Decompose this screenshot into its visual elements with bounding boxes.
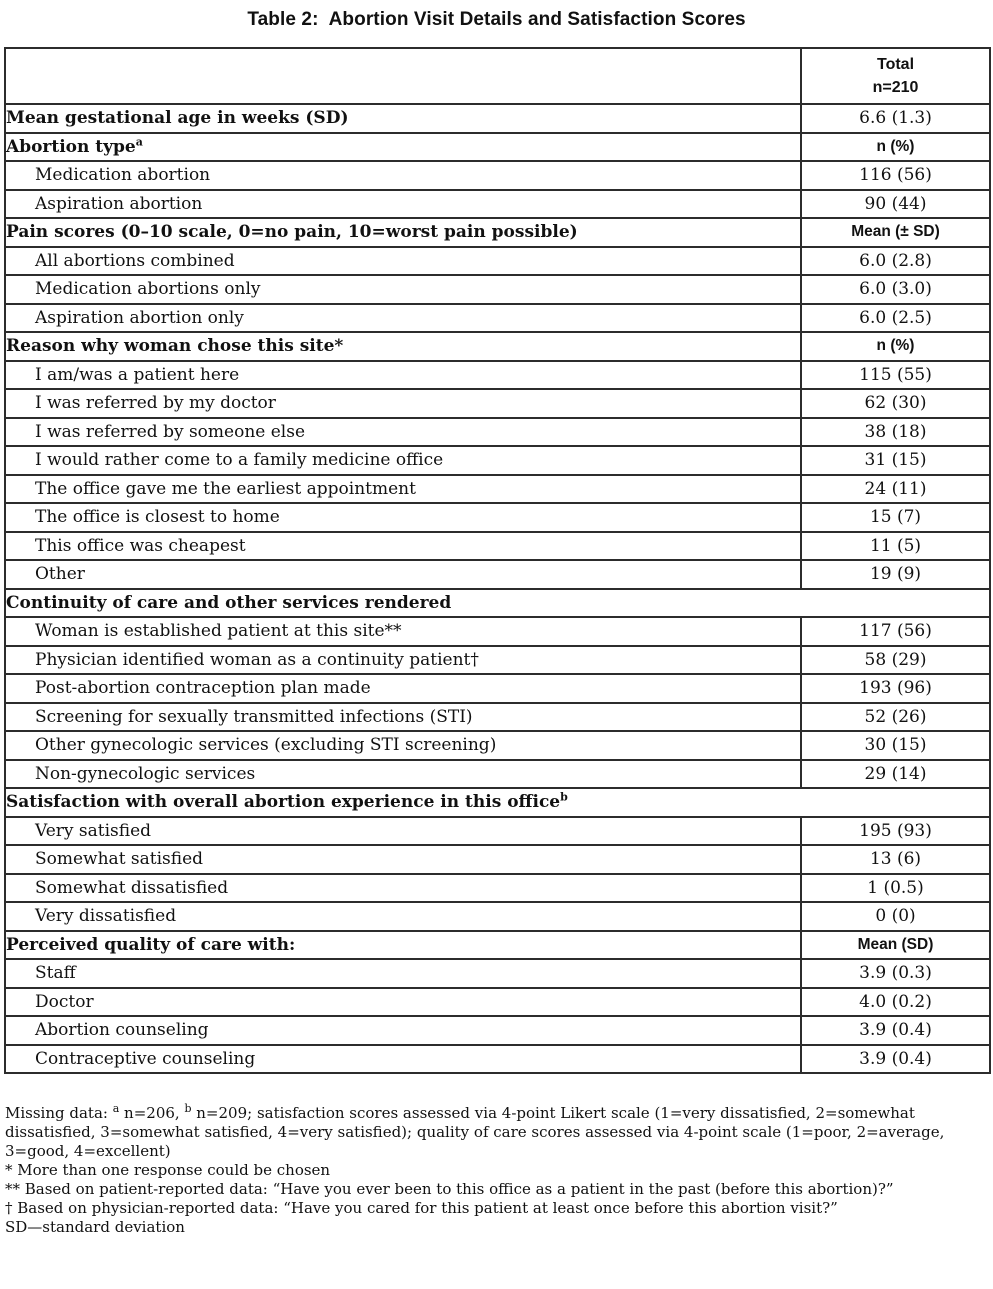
table-row	[5, 218, 990, 247]
table-header-row	[5, 48, 990, 104]
row-label: Somewhat satisfied	[5, 845, 801, 874]
row-label: The office is closest to home	[5, 503, 801, 532]
table-row	[5, 703, 990, 732]
table-title: Table 2: Abortion Visit Details and Satisfaction Scores	[247, 9, 746, 30]
table-row	[5, 788, 990, 817]
row-label: Woman is established patient at this site**	[5, 617, 801, 646]
row-value: 31 (15)	[801, 446, 990, 475]
row-value: 4.0 (0.2)	[801, 988, 990, 1017]
row-label: Other	[5, 560, 801, 589]
table-row	[5, 560, 990, 589]
section-label: Reason why woman chose this site*	[5, 332, 801, 361]
row-label: Medication abortion	[5, 161, 801, 190]
table-row	[5, 959, 990, 988]
table-row	[5, 133, 990, 162]
row-value: 58 (29)	[801, 646, 990, 675]
footnote-line: ** Based on patient-reported data: “Have you ever been to this office as a patient in the past (before this abortion)?”	[5, 1180, 894, 1198]
table-row	[5, 161, 990, 190]
table-row	[5, 104, 990, 133]
table-row	[5, 760, 990, 789]
footnotes-block	[5, 1104, 988, 1237]
row-value: 90 (44)	[801, 190, 990, 219]
row-value: 6.6 (1.3)	[801, 104, 990, 133]
table-row	[5, 475, 990, 504]
row-value: 115 (55)	[801, 361, 990, 390]
table-row	[5, 589, 990, 618]
header-empty-cell	[5, 48, 801, 104]
row-label: Abortion counseling	[5, 1016, 801, 1045]
row-value: 3.9 (0.3)	[801, 959, 990, 988]
table-row	[5, 446, 990, 475]
row-value: 38 (18)	[801, 418, 990, 447]
section-label: Abortion type$^a$	[5, 133, 801, 162]
row-value: 6.0 (3.0)	[801, 275, 990, 304]
row-label: Very satisfied	[5, 817, 801, 846]
row-label: I was referred by my doctor	[5, 389, 801, 418]
abortion-visit-table	[4, 47, 991, 1074]
row-label: This office was cheapest	[5, 532, 801, 561]
row-label: Aspiration abortion only	[5, 304, 801, 333]
row-label: Aspiration abortion	[5, 190, 801, 219]
row-value: n (%)	[801, 332, 990, 361]
row-value: 13 (6)	[801, 845, 990, 874]
row-value: 6.0 (2.5)	[801, 304, 990, 333]
table-row	[5, 988, 990, 1017]
section-label: Pain scores (0–10 scale, 0=no pain, 10=worst pain possible)	[5, 218, 801, 247]
row-value: 117 (56)	[801, 617, 990, 646]
footnote-line: Missing data: $^a$ n=206, $^b$ n=209; satisfaction scores assessed via 4-point Likert scale (1=very dissatisfied, 2=somewhat dissatisfied, 3=somewhat satisfied, 4=very satisfied); quality of care scores assessed via 4-point scale (1=poor, 2=average, 3=good, 4=excellent)	[5, 1102, 945, 1160]
table-row	[5, 418, 990, 447]
footnote-line: SD—standard deviation	[5, 1218, 185, 1236]
table-row	[5, 304, 990, 333]
footnote-line: † Based on physician-reported data: “Have you cared for this patient at least once before this abortion visit?”	[5, 1199, 838, 1217]
row-value: 195 (93)	[801, 817, 990, 846]
table-row	[5, 902, 990, 931]
table-row	[5, 646, 990, 675]
table-row	[5, 532, 990, 561]
superscript-marker: b	[184, 1102, 192, 1115]
header-n-label: n=210	[872, 78, 919, 96]
row-label: Contraceptive counseling	[5, 1045, 801, 1074]
row-label: Somewhat dissatisfied	[5, 874, 801, 903]
row-value: 24 (11)	[801, 475, 990, 504]
row-label: Staff	[5, 959, 801, 988]
table-row	[5, 361, 990, 390]
table-row	[5, 874, 990, 903]
row-label: I am/was a patient here	[5, 361, 801, 390]
row-label: All abortions combined	[5, 247, 801, 276]
header-total-label: Total	[876, 55, 915, 73]
row-value: 15 (7)	[801, 503, 990, 532]
row-value: Mean (SD)	[801, 931, 990, 960]
section-label: Perceived quality of care with:	[5, 931, 801, 960]
row-value: 19 (9)	[801, 560, 990, 589]
table-row	[5, 731, 990, 760]
header-total-cell	[801, 48, 990, 104]
section-label: Mean gestational age in weeks (SD)	[5, 104, 801, 133]
section-label: Continuity of care and other services rendered	[5, 589, 990, 618]
table-row	[5, 845, 990, 874]
table-row	[5, 275, 990, 304]
row-value: 116 (56)	[801, 161, 990, 190]
table-row	[5, 247, 990, 276]
table-row	[5, 817, 990, 846]
row-label: Medication abortions only	[5, 275, 801, 304]
row-label: Very dissatisfied	[5, 902, 801, 931]
row-value: 30 (15)	[801, 731, 990, 760]
row-value: 62 (30)	[801, 389, 990, 418]
row-value: 11 (5)	[801, 532, 990, 561]
row-label: Screening for sexually transmitted infections (STI)	[5, 703, 801, 732]
table-row	[5, 332, 990, 361]
table-row	[5, 674, 990, 703]
row-value: Mean (± SD)	[801, 218, 990, 247]
section-label: Satisfaction with overall abortion experience in this office$^b$	[5, 788, 990, 817]
table-row	[5, 190, 990, 219]
row-label: Doctor	[5, 988, 801, 1017]
table-body	[5, 104, 990, 1073]
table-row	[5, 389, 990, 418]
footnote-line: * More than one response could be chosen	[5, 1161, 331, 1179]
row-value: n (%)	[801, 133, 990, 162]
table-row	[5, 617, 990, 646]
superscript-marker: a	[112, 1102, 120, 1115]
row-label: I would rather come to a family medicine office	[5, 446, 801, 475]
row-label: I was referred by someone else	[5, 418, 801, 447]
table-row	[5, 1045, 990, 1074]
superscript-marker: b	[560, 790, 568, 804]
row-value: 193 (96)	[801, 674, 990, 703]
row-value: 1 (0.5)	[801, 874, 990, 903]
row-label: Other gynecologic services (excluding STI screening)	[5, 731, 801, 760]
table-row	[5, 931, 990, 960]
row-value: 0 (0)	[801, 902, 990, 931]
row-value: 3.9 (0.4)	[801, 1016, 990, 1045]
row-value: 3.9 (0.4)	[801, 1045, 990, 1074]
row-label: Post-abortion contraception plan made	[5, 674, 801, 703]
table-row	[5, 503, 990, 532]
row-value: 29 (14)	[801, 760, 990, 789]
row-value: 6.0 (2.8)	[801, 247, 990, 276]
row-value: 52 (26)	[801, 703, 990, 732]
table-row	[5, 1016, 990, 1045]
row-label: Physician identified woman as a continuity patient†	[5, 646, 801, 675]
superscript-marker: a	[135, 135, 143, 149]
row-label: Non-gynecologic services	[5, 760, 801, 789]
row-label: The office gave me the earliest appointment	[5, 475, 801, 504]
